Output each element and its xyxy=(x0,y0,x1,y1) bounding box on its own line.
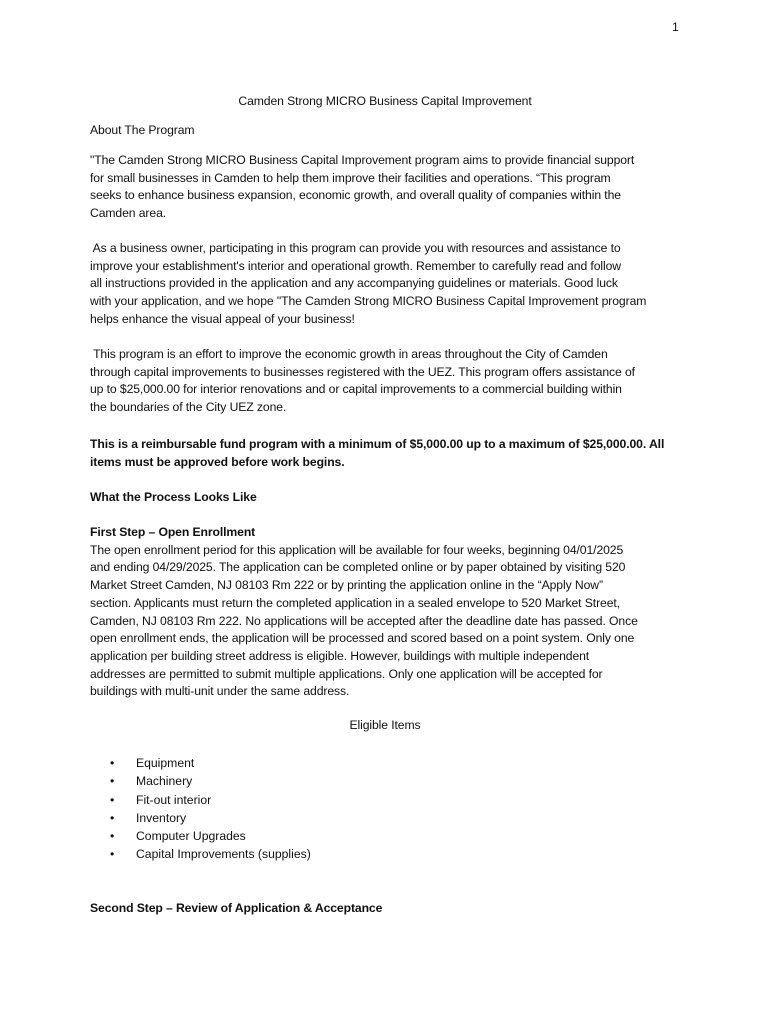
item-label: Fit-out interior xyxy=(136,792,212,807)
eligible-items-list xyxy=(110,754,311,864)
text-line: seeks to enhance business expansion, economic growth, and overall quality of companies within the xyxy=(90,188,621,203)
list-item xyxy=(110,754,311,772)
bullet-icon: • xyxy=(110,810,115,825)
text-line: The open enrollment period for this application will be available for four weeks, beginning 04/01/2025 xyxy=(90,542,624,557)
text-line: section. Applicants must return the completed application in a sealed envelope to 520 Market Street, xyxy=(90,595,620,610)
list-item xyxy=(110,845,311,863)
item-label: Equipment xyxy=(136,756,195,770)
bullet-icon: • xyxy=(110,847,115,862)
about-heading: About The Program xyxy=(90,123,195,137)
text-line: up to $25,000.00 for interior renovations and or capital improvements to a commercial building within xyxy=(90,382,622,397)
paragraph-3 xyxy=(90,346,635,417)
list-item xyxy=(110,809,311,827)
page-number: 1 xyxy=(672,20,679,34)
step2-heading: Second Step – Review of Application & Acceptance xyxy=(90,901,383,915)
text-line: items must be approved before work begins. xyxy=(90,454,345,469)
bold-note xyxy=(90,436,664,471)
eligible-heading: Eligible Items xyxy=(349,718,421,732)
text-line: all instructions provided in the application and any accompanying guidelines or materials. Good luck xyxy=(90,276,618,291)
bullet-icon: • xyxy=(110,756,115,770)
text-line: helps enhance the visual appeal of your business! xyxy=(90,311,355,326)
text-line: the boundaries of the City UEZ zone. xyxy=(90,400,287,415)
text-line: As a business owner, participating in this program can provide you with resources and assistance to xyxy=(90,241,621,255)
text-line: Camden, NJ 08103 Rm 222. No applications will be accepted after the deadline date has passed. Once xyxy=(90,613,638,628)
bullet-icon: • xyxy=(110,792,115,807)
text-line: through capital improvements to businesses registered with the UEZ. This program offers assistance of xyxy=(90,364,635,379)
process-heading: What the Process Looks Like xyxy=(90,490,257,504)
document-title: Camden Strong MICRO Business Capital Improvement xyxy=(238,94,532,108)
text-line: This is a reimbursable fund program with a minimum of $5,000.00 up to a maximum of $25,000.00. All xyxy=(90,437,665,451)
text-line: for small businesses in Camden to help them improve their facilities and operations. “This program xyxy=(90,170,611,185)
list-item xyxy=(110,772,311,790)
item-label: Inventory xyxy=(136,810,187,825)
text-line: "The Camden Strong MICRO Business Capital Improvement program aims to provide financial support xyxy=(90,153,635,167)
text-line: This program is an effort to improve the economic growth in areas throughout the City of Camden xyxy=(90,347,608,361)
bullet-icon: • xyxy=(110,829,115,844)
paragraph-1 xyxy=(90,152,634,223)
step1-section xyxy=(90,524,638,701)
text-line: and ending 04/29/2025. The application can be completed online or by paper obtained by visiting 520 xyxy=(90,560,626,575)
text-line: open enrollment ends, the application will be processed and scored based on a point system. Only one xyxy=(90,631,635,646)
text-line: buildings with multi-unit under the same address. xyxy=(90,684,350,699)
item-label: Capital Improvements (supplies) xyxy=(136,847,311,862)
text-line: addresses are permitted to submit multiple applications. Only one application will be accepted for xyxy=(90,666,603,681)
text-line: application per building street address is eligible. However, buildings with multiple independent xyxy=(90,648,590,663)
text-line: with your application, and we hope "The Camden Strong MICRO Business Capital Improvement program xyxy=(90,294,647,309)
list-item xyxy=(110,791,311,809)
list-item xyxy=(110,827,311,845)
item-label: Machinery xyxy=(136,774,193,789)
text-line: improve your establishment's interior and operational growth. Remember to carefully read and follow xyxy=(90,258,621,273)
step1-heading: First Step – Open Enrollment xyxy=(90,525,256,539)
item-label: Computer Upgrades xyxy=(136,829,246,844)
text-line: Camden area. xyxy=(90,206,167,221)
paragraph-2 xyxy=(90,240,646,329)
text-line: Market Street Camden, NJ 08103 Rm 222 or by printing the application online in the “Apply Now” xyxy=(90,578,603,593)
bullet-icon: • xyxy=(110,774,115,789)
